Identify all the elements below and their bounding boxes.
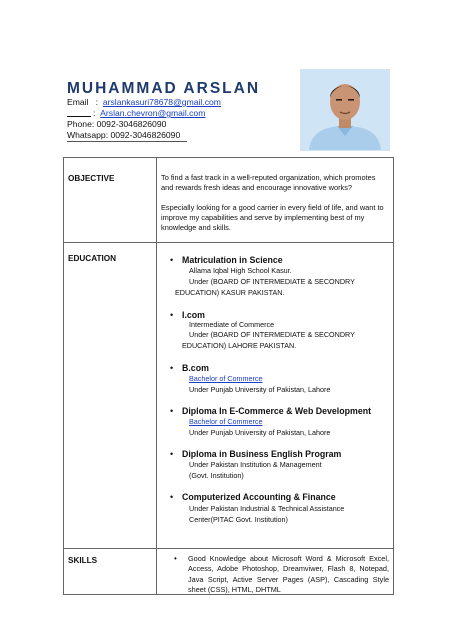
education-item-line: Center(PITAC Govt. Institution): [189, 515, 288, 524]
email-separator: :: [95, 97, 99, 107]
bullet-icon: •: [170, 449, 174, 459]
objective-paragraph-2: Especially looking for a good carrier in every field of life, and want to improve my capabilities and serve by implementing best of my knowledge and skills.: [161, 203, 384, 232]
email-label: Email: [67, 97, 89, 107]
objective-label: OBJECTIVE: [68, 174, 115, 183]
bullet-icon: •: [170, 310, 174, 320]
phone-line: Phone: 0092-3046826090: [67, 119, 167, 129]
email-line: [67, 97, 221, 108]
education-item-line: EDUCATION) KASUR PAKISTAN.: [175, 288, 285, 297]
table-row-divider-2: [63, 548, 394, 549]
education-item-title: Diploma in Business English Program: [182, 449, 342, 459]
bullet-icon: •: [170, 255, 174, 265]
email-secondary-line: [67, 108, 205, 119]
education-item-title: Computerized Accounting & Finance: [182, 492, 336, 502]
education-item-line: Under Pakistan Institution & Management: [189, 460, 322, 469]
education-item-line: Under Punjab University of Pakistan, Lahore: [189, 385, 331, 394]
education-item-line: EDUCATION) LAHORE PAKISTAN.: [182, 341, 297, 350]
objective-paragraph-1: To find a fast track in a well-reputed organization, which promotes and rewards fresh ideas and encourage innovative works?: [161, 173, 376, 192]
email-secondary-link[interactable]: Arslan.chevron@gmail.com: [100, 108, 206, 118]
education-item-title: I.com: [182, 310, 205, 320]
education-item-line: (Govt. Institution): [189, 471, 244, 480]
resume-name: MUHAMMAD ARSLAN: [67, 80, 261, 97]
bullet-icon: •: [170, 406, 174, 416]
skills-text: Good Knowledge about Microsoft Word & Microsoft Excel, Access, Adobe Photoshop, Dreamviwer, Flash 8, Notepad, Java Script, Active Server Pages (ASP), Cascading Style sheet (CSS), HTML, DHTML: [188, 554, 389, 595]
skills-label: SKILLS: [68, 556, 98, 565]
whatsapp-line: Whatsapp: 0092-3046826090: [67, 130, 181, 140]
education-item-title: Matriculation in Science: [182, 255, 283, 265]
education-item-line: Under (BOARD OF INTERMEDIATE & SECONDRY: [189, 330, 355, 339]
education-item-title: B.com: [182, 363, 209, 373]
education-item-link[interactable]: Bachelor of Commerce: [189, 374, 263, 383]
education-item-title: Diploma In E-Commerce & Web Development: [182, 406, 372, 416]
education-item-line: Under Punjab University of Pakistan, Lahore: [189, 428, 331, 437]
education-item-link[interactable]: Bachelor of Commerce: [189, 417, 263, 426]
education-item-line: Allama Iqbal High School Kasur.: [189, 266, 292, 275]
education-label: EDUCATION: [68, 254, 117, 263]
header-rule: [67, 141, 187, 142]
email-primary-link[interactable]: arslankasuri78678@gmail.com: [102, 97, 221, 107]
education-item-line: Under Pakistan Industrial & Technical Assistance: [189, 504, 345, 513]
bullet-icon: •: [170, 492, 174, 502]
email-secondary-blank: [67, 116, 91, 117]
table-row-divider-1: [63, 242, 394, 243]
bullet-icon: •: [170, 363, 174, 373]
education-item-line: Under (BOARD OF INTERMEDIATE & SECONDRY: [189, 277, 355, 286]
education-item-line: Intermediate of Commerce: [189, 320, 275, 329]
table-column-divider: [156, 157, 157, 595]
profile-photo: [300, 69, 390, 151]
bullet-icon: •: [174, 554, 177, 563]
email-secondary-separator: :: [93, 108, 96, 118]
